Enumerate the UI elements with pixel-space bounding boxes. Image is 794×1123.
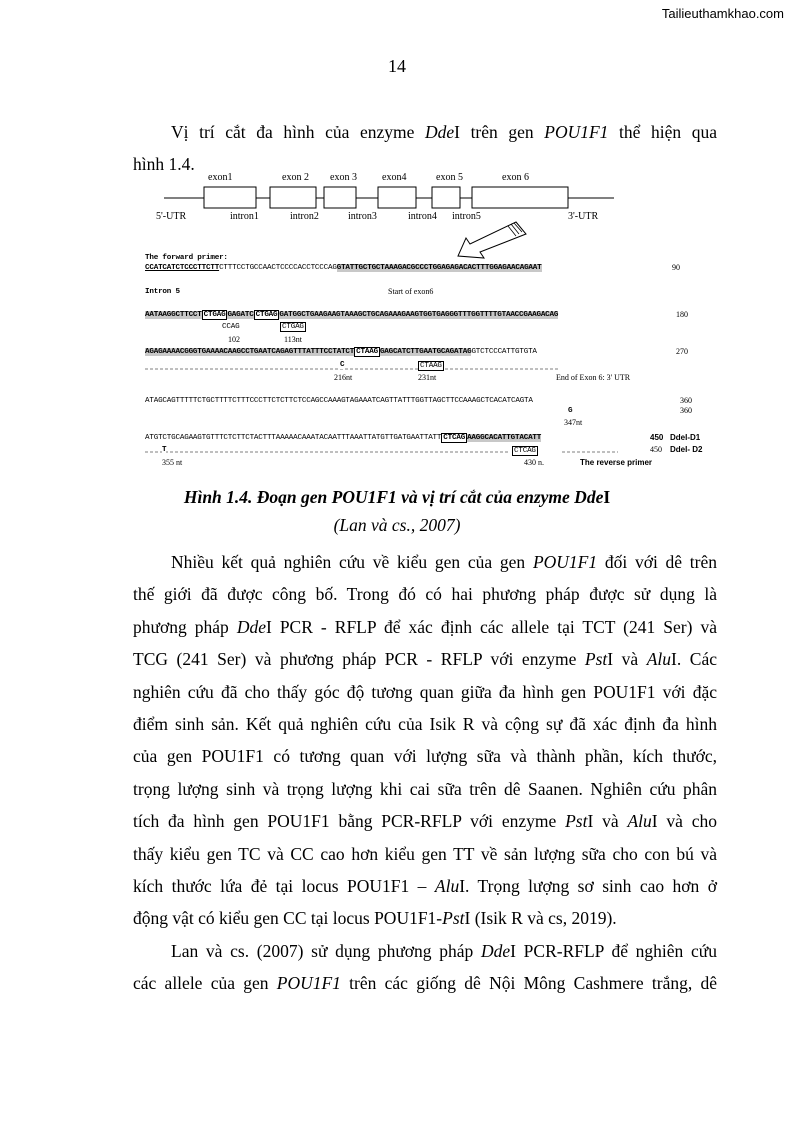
exon1-box bbox=[204, 187, 256, 208]
sequence-row-1: CCATCATCTCCCTTCTTCTTTCCTGCCAACTCCCCACCTCCCAGGTATTGCTGCTAAAGACGCCCTGGAGAGACACTTTGGAGAACAGAAT bbox=[145, 264, 542, 272]
intron-label: intron3 bbox=[348, 211, 377, 222]
body-line: trọng lượng sinh và trọng lượng khi cai sữa trên dê Saanen. Nghiên cứu phân bbox=[133, 778, 717, 799]
position-label: 430 n. bbox=[524, 458, 544, 467]
exon-label: exon 3 bbox=[330, 172, 357, 183]
intron-label: intron4 bbox=[408, 211, 437, 222]
exon-label: exon 5 bbox=[436, 172, 463, 183]
intron-label: intron5 bbox=[452, 211, 481, 222]
exon2-box bbox=[270, 187, 316, 208]
arrow-icon bbox=[458, 222, 526, 258]
variant-sequence: CTCAG bbox=[514, 447, 536, 455]
position-label: 216nt bbox=[334, 373, 353, 382]
figure-gene-diagram bbox=[0, 0, 794, 480]
body-line: nghiên cứu đã cho thấy góc độ tương quan giữa đa hình gen POU1F1 với đặc bbox=[133, 681, 717, 702]
intron5-label: Intron 5 bbox=[145, 288, 180, 296]
position-label: 347nt bbox=[564, 418, 583, 427]
variant-sequence: CTAAG bbox=[420, 362, 442, 370]
exon5-box bbox=[432, 187, 460, 208]
sequence-row-2: AATAAGGCTTCCT CTGAG GAGATC CTGAG GATGGCTGAAGAAGTAAAGCTGCAGAAAGAAGTGGTGAGGGTTTGGTTTTGTAACCGAAGACAG bbox=[145, 311, 559, 319]
position-label: 231nt bbox=[418, 373, 437, 382]
sequence-row-4: ATAGCAGTTTTTCTGCTTTTCTTTCCCTTCTCTTCTCCAGCCAAAGTAGAAATCAGTTATTTGGTTAGCTTCCAAAGCTCACATCAGTA bbox=[145, 397, 533, 405]
ddei-d2-label: DdeI- D2 bbox=[670, 445, 703, 454]
position-number: 180 bbox=[676, 310, 688, 319]
variant-base: C bbox=[340, 361, 345, 369]
sequence-row-3: AGAGAAAACGGGTGAAAACAAGCCTGAATCAGAGTTTATTTCCTATCT CTAAG GAGCATCTTGAATGCAGATAGGTCTCCCATTGTGTA bbox=[145, 348, 537, 356]
exon6-box bbox=[472, 187, 568, 208]
body-line: điểm sinh sản. Kết quả nghiên cứu của Isik R và cộng sự đã xác định đa hình bbox=[133, 714, 717, 735]
position-label: 355 nt bbox=[162, 458, 183, 467]
intro-line-2: hình 1.4. bbox=[133, 154, 195, 175]
position-number: 450 bbox=[650, 433, 664, 442]
variant-base: G bbox=[568, 407, 573, 415]
exon4-box bbox=[378, 187, 416, 208]
end-exon6-label: End of Exon 6: 3' UTR bbox=[556, 373, 631, 382]
body-line: kích thước lứa đẻ tại locus POU1F1 – AluI. Trọng lượng sơ sinh cao hơn ở bbox=[133, 876, 718, 897]
variant-sequence: CCAG bbox=[222, 323, 240, 331]
body-line: thấy kiểu gen TC và CC cao hơn kiểu gen TT về sản lượng sữa cho con bú và bbox=[133, 843, 717, 864]
body-paragraph-1 bbox=[133, 546, 717, 1000]
variant-base: T bbox=[162, 446, 167, 454]
position-label: 102 bbox=[228, 335, 240, 344]
intron-label: intron2 bbox=[290, 211, 319, 222]
exon3-box bbox=[324, 187, 356, 208]
position-number: 90 bbox=[672, 263, 680, 272]
body-line: tích đa hình gen POU1F1 bằng PCR-RFLP với enzyme PstI và AluI và cho bbox=[133, 811, 717, 832]
position-number: 270 bbox=[676, 347, 688, 356]
body-line: thế giới đã được công bố. Trong đó có hai phương pháp được sử dụng là bbox=[133, 584, 717, 605]
body-line: TCG (241 Ser) và phương pháp PCR - RFLP với enzyme PstI và AluI. Các bbox=[133, 649, 717, 670]
exon-label: exon1 bbox=[208, 172, 233, 183]
intro-line-1: Vị trí cắt đa hình của enzyme DdeI trên gen POU1F1 thể hiện qua bbox=[171, 122, 717, 142]
intron-label: 5'-UTR bbox=[156, 211, 187, 222]
body-line: của gen POU1F1 có tương quan với lượng sữa và thành phần, kích thước, bbox=[133, 746, 717, 767]
figure-caption: Hình 1.4. Đoạn gen POU1F1 và vị trí cắt của enzyme DdeI bbox=[183, 487, 611, 507]
body-line: phương pháp DdeI PCR - RFLP để xác định các allele tại TCT (241 Ser) và bbox=[133, 616, 717, 637]
reverse-primer-label: The reverse primer bbox=[580, 458, 653, 467]
body-line: Nhiều kết quả nghiên cứu về kiểu gen của gen POU1F1 đối với dê trên bbox=[171, 552, 718, 572]
intron-label: intron1 bbox=[230, 211, 259, 222]
sequence-row-5: ATGTCTGCAGAAGTGTTTCTCTTCTACTTTAAAAACAAATACAATTTAAATTATGTTGATGAATTATT CTCAG AAGGCACATTGTACATT bbox=[145, 434, 542, 442]
position-number: 450 bbox=[650, 445, 662, 454]
exon-label: exon 2 bbox=[282, 172, 309, 183]
variant-sequence: CTGAG bbox=[282, 323, 304, 331]
exon-label: exon 6 bbox=[502, 172, 529, 183]
ddei-d1-label: DdeI-D1 bbox=[670, 433, 701, 442]
page-number: 14 bbox=[388, 56, 406, 76]
body-line: các allele của gen POU1F1 trên các giống dê Nội Mông Cashmere trắng, dê bbox=[133, 973, 717, 994]
start-exon6-label: Start of exon6 bbox=[388, 287, 434, 296]
exon-label: exon4 bbox=[382, 172, 407, 183]
gene-structure-svg bbox=[0, 0, 794, 480]
figure-source: (Lan và cs., 2007) bbox=[333, 515, 461, 535]
forward-primer-label: The forward primer: bbox=[145, 254, 228, 262]
watermark: Tailieuthamkhao.com bbox=[661, 6, 784, 21]
intron-label: 3'-UTR bbox=[568, 211, 599, 222]
position-number: 360 bbox=[680, 406, 692, 415]
position-label: 113nt bbox=[284, 335, 302, 344]
body-line: động vật có kiểu gen CC tại locus POU1F1-PstI (Isik R và cs, 2019). bbox=[133, 908, 617, 929]
body-line: Lan và cs. (2007) sử dụng phương pháp DdeI PCR-RFLP để nghiên cứu bbox=[171, 940, 717, 961]
position-number: 360 bbox=[680, 396, 692, 405]
